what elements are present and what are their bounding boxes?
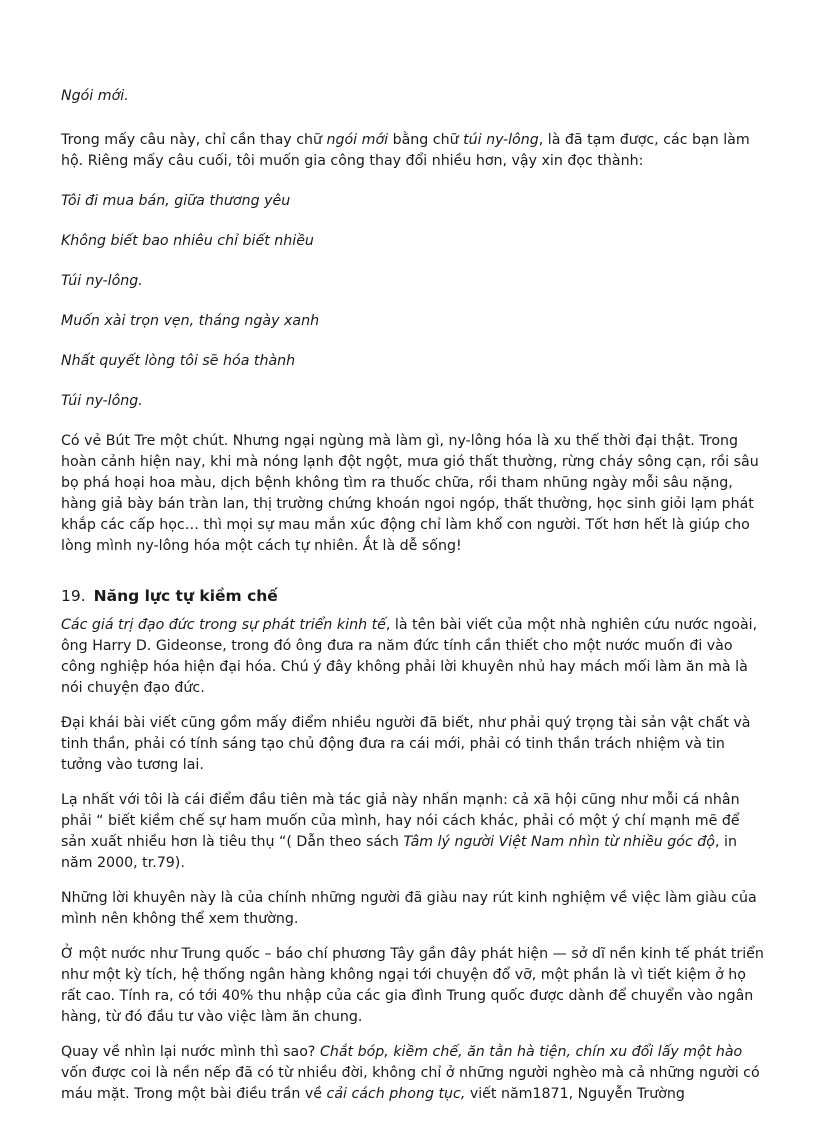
verse-line: Túi ny-lông.: [61, 273, 143, 289]
italic-term: ngói mới: [326, 132, 389, 148]
book-title: Tâm lý người Việt Nam nhìn từ nhiều góc độ: [403, 834, 715, 850]
paragraph-vietnam: [61, 1042, 766, 1105]
text-run: Trong mấy câu này, chỉ cần thay chữ: [61, 132, 327, 148]
paragraph-first-point: [61, 790, 766, 874]
text-run: viết năm1871, Nguyễn Trường: [465, 1086, 685, 1102]
text-run: Quay về nhìn lại nước mình thì sao?: [61, 1044, 320, 1060]
section-title: Năng lực tự kiềm chế: [93, 587, 278, 605]
text-run: , là đã tạm được, các bạn làm hộ. Riêng mấy câu cuối, tôi muốn gia công thay đổi nhiều hơn, vậy xin đọc thành:: [61, 132, 750, 169]
paragraph-ny-long: Có vẻ Bút Tre một chút. Nhưng ngại ngùng mà làm gì, ny-lông hóa là xu thế thời đại thật. Trong hoàn cảnh hiện nay, khi mà nóng lạnh đột ngột, mưa gió thất thường, rừng cháy sông cạn, rồi sâu bọ phá hoại hoa màu, dịch bệnh không tìm ra thuốc chữa, rồi tham nhũng ngày mỗi sâu nặng, hàng giả bày bán tràn lan, thị trường chứng khoán ngoi ngóp, thất thường, học sinh giỏi lạm phát khắp các cấp học… thì mọi sự mau mắn xúc động chỉ làm khổ con người. Tốt hơn hết là giúp cho lòng mình ny-lông hóa một cách tự nhiên. Ắt là dễ sống!: [61, 433, 759, 554]
verse-line: Muốn xài trọn vẹn, tháng ngày xanh: [61, 313, 320, 329]
italic-term: túi ny-lông: [463, 132, 539, 148]
italic-term: cải cách phong tục,: [326, 1086, 466, 1102]
italic-proverb: Chắt bóp, kiềm chế, ăn tằn hà tiện, chín xu đổi lấy một hào: [319, 1044, 743, 1060]
verse-line: Túi ny-lông.: [61, 393, 143, 409]
text-run: Lạ nhất với tôi là cái điểm đầu tiên mà tác giả này nhấn mạnh: cả xã hội cũng như mỗi cá nhân phải “ biết kiềm chế sự ham muốn của mình, hay nói cách khác, phải có một ý chí mạnh mẽ để sản xuất nhiều hơn là tiêu thụ “( Dẫn theo sách: [61, 792, 740, 850]
section-number: 19.: [61, 587, 86, 605]
paragraph-intro: [61, 130, 766, 172]
verse-line: Không biết bao nhiêu chỉ biết nhiều: [61, 233, 314, 249]
text-run: , in năm 2000, tr.79).: [61, 834, 737, 871]
text-run: vốn được coi là nền nếp đã có từ nhiều đời, không chỉ ở những người nghèo mà cả những người có máu mặt. Trong một bài điều trần về: [61, 1065, 760, 1102]
paragraph-advice: Những lời khuyên này là của chính những người đã giàu nay rút kinh nghiệm về việc làm giàu của mình nên không thể xem thường.: [61, 890, 757, 927]
paragraph-china: Ở một nước như Trung quốc – báo chí phương Tây gần đây phát hiện — sở dĩ nền kinh tế phát triển như một kỳ tích, hệ thống ngân hàng không ngại tới chuyện đổ vỡ, một phần là vì tiết kiệm ở họ rất cao. Tính ra, có tới 40% thu nhập của các gia đình Trung quốc được dành để chuyển vào ngân hàng, từ đó đầu tư vào việc làm ăn chung.: [61, 946, 764, 1025]
verse-line: Tôi đi mua bán, giữa thương yêu: [61, 193, 291, 209]
verse-line: Nhất quyết lòng tôi sẽ hóa thành: [61, 353, 296, 369]
paragraph-article: [61, 615, 766, 699]
text-run: bằng chữ: [388, 132, 464, 148]
article-title: Các giá trị đạo đức trong sự phát triển kinh tế: [61, 617, 386, 633]
paragraph-summary: Đại khái bài viết cũng gồm mấy điểm nhiều người đã biết, như phải quý trọng tài sản vật chất và tinh thần, phải có tính sáng tạo chủ động đưa ra cái mới, phải có tinh thần trách nhiệm và tin tưởng vào tương lai.: [61, 715, 751, 773]
opening-line: Ngói mới.: [61, 88, 129, 104]
text-run: , là tên bài viết của một nhà nghiên cứu nước ngoài, ông Harry D. Gideonse, trong đó ông đưa ra năm đức tính cần thiết cho một nước muốn đi vào công nghiệp hóa hiện đại hóa. Chú ý đây không phải lời khuyên nhủ hay mách mối làm ăn mà là nói chuyện đạo đức.: [61, 617, 758, 696]
section-heading: [61, 585, 766, 607]
